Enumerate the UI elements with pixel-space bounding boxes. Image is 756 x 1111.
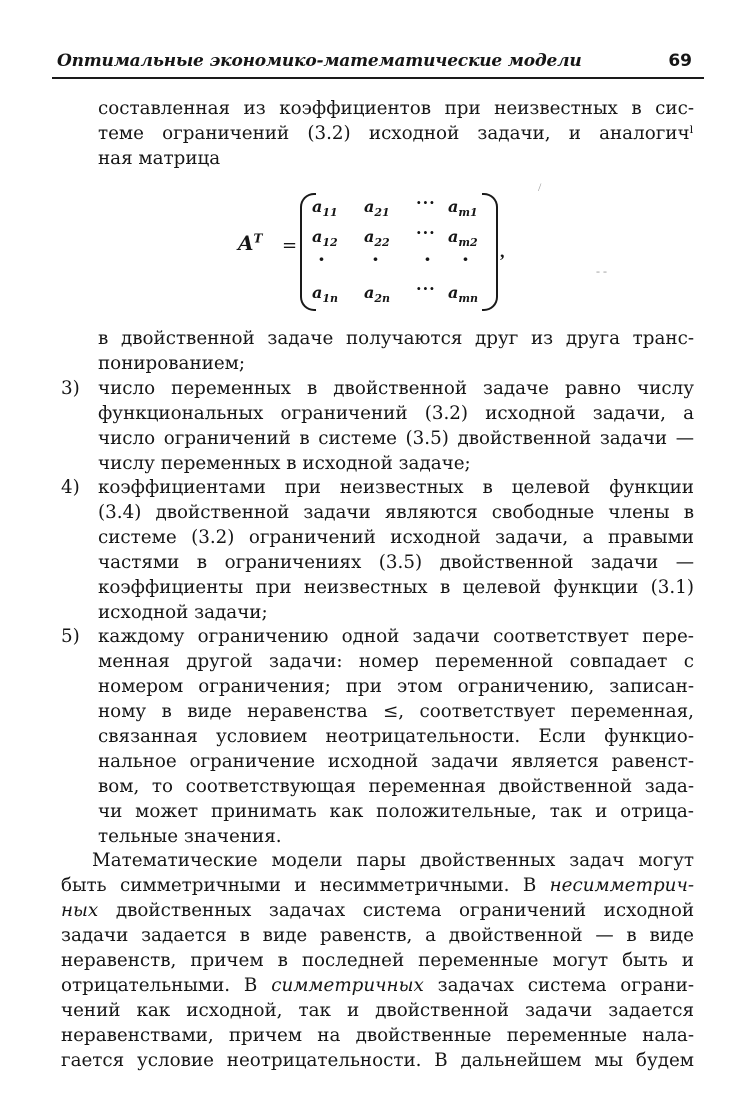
list-item-5-line: нальное ограничение исходной задачи является равенст- [98, 751, 694, 772]
list-number: 4) [61, 477, 80, 498]
list-item-5-line: вом, то соответствующая переменная двойственной зада- [98, 776, 694, 797]
paragraph-line: Математические модели пары двойственных задач могут [92, 850, 694, 871]
scan-speck: - - [596, 264, 607, 278]
list-item-5-line: тельные значения. [98, 826, 282, 847]
matrix-cell: $a_{1n}$ [312, 283, 339, 306]
paragraph-line: ных двойственных задачах система ограничений исходной [61, 900, 695, 921]
after-matrix-line-2: понированием; [98, 353, 246, 374]
paragraph-line: неравенств, причем в последней переменные могут быть и [61, 950, 694, 971]
list-item-4-line: коэффициентами при неизвестных в целевой функции [98, 477, 694, 498]
list-item-5-line: ному в виде неравенства ≤, соответствует переменная, [98, 701, 694, 722]
paragraph-line: быть симметричными и несимметричными. В несимметрич- [61, 875, 694, 896]
list-number: 5) [61, 626, 80, 647]
list-item-5-line: номером ограничения; при этом ограничению, записан- [98, 676, 694, 697]
list-item-5-line: каждому ограничению одной задачи соответствует пере- [98, 626, 694, 647]
intro-line-3: ная матрица [98, 148, 221, 169]
matrix-cell: · [372, 247, 379, 271]
matrix-cell: ··· [416, 223, 436, 242]
list-item-4-line: системе (3.2) ограничений исходной задачи, а правыми [98, 527, 694, 548]
right-paren [482, 193, 498, 311]
matrix-cell: $a_{12}$ [312, 227, 338, 250]
matrix-cell: $a_{2n}$ [364, 283, 391, 306]
matrix-equals: = [282, 235, 298, 256]
list-item-4-line: частями в ограничениях (3.5) двойственной задачи — [98, 552, 694, 573]
italic-term: симметричных [271, 975, 424, 996]
paragraph-line: чений как исходной, так и двойственной задачи задается [61, 1000, 694, 1021]
scan-speck: / [538, 180, 542, 194]
list-item-5-line: связанная условием неотрицательности. Если функцио- [98, 726, 694, 747]
running-title: Оптимальные экономико-математические модели [57, 51, 582, 71]
list-item-3-line: числу переменных в исходной задаче; [98, 453, 471, 474]
list-item-4-line: коэффициенты при неизвестных в целевой функции (3.1) [98, 577, 694, 598]
italic-term: несимметрич- [549, 875, 694, 896]
intro-line-1: составленная из коэффициентов при неизвестных в сис- [98, 98, 694, 119]
matrix-cell: $a_{21}$ [364, 197, 390, 220]
list-item-5-line: менная другой задачи: номер переменной совпадает с [98, 651, 694, 672]
running-header [52, 45, 704, 81]
matrix-cell: $a_{22}$ [364, 227, 390, 250]
page-number: 69 [668, 51, 692, 71]
matrix-cell: ··· [416, 193, 436, 212]
matrix-cell: $a_{11}$ [312, 197, 338, 220]
header-rule [52, 77, 704, 79]
list-item-3-line: число ограничений в системе (3.5) двойственной задачи — [98, 428, 694, 449]
italic-term: ных [61, 900, 99, 921]
paragraph-line: неравенствами, причем на двойственные переменные нала- [61, 1025, 694, 1046]
list-item-4-line: исходной задачи; [98, 602, 268, 623]
matrix-cell: · [424, 247, 431, 271]
after-matrix-line-1: в двойственной задаче получаются друг из друга транс- [98, 328, 694, 349]
paragraph-line: задачи задается в виде равенств, а двойственной — в виде [61, 925, 694, 946]
matrix-cell: ··· [416, 279, 436, 298]
list-item-4-line: (3.4) двойственной задачи являются свободные члены в [98, 502, 694, 523]
transposed-matrix [236, 189, 526, 309]
list-item-3-line: функциональных ограничений (3.2) исходной задачи, а [98, 403, 694, 424]
list-item-3-line: число переменных в двойственной задаче равно числу [98, 378, 694, 399]
matrix-cell: $a_{mn}$ [448, 283, 479, 306]
matrix-cell: · [318, 247, 325, 271]
paragraph-line: отрицательными. В симметричных задачах система ограни- [61, 975, 695, 996]
matrix-lhs: $A^T$ [238, 231, 263, 255]
list-number: 3) [61, 378, 80, 399]
paragraph-line: гается условие неотрицательности. В дальнейшем мы будем [61, 1050, 694, 1071]
matrix-cell: · [462, 247, 469, 271]
matrix-cell: $a_{m1}$ [448, 197, 478, 220]
intro-line-2: теме ограничений (3.2) исходной задачи, и аналогичˡ [98, 123, 694, 144]
matrix-transpose-sup: T [253, 231, 263, 246]
matrix-comma: , [500, 241, 505, 261]
list-item-5-line: чи может принимать как положительные, так и отрица- [98, 801, 694, 822]
matrix-cell: $a_{m2}$ [448, 227, 478, 250]
